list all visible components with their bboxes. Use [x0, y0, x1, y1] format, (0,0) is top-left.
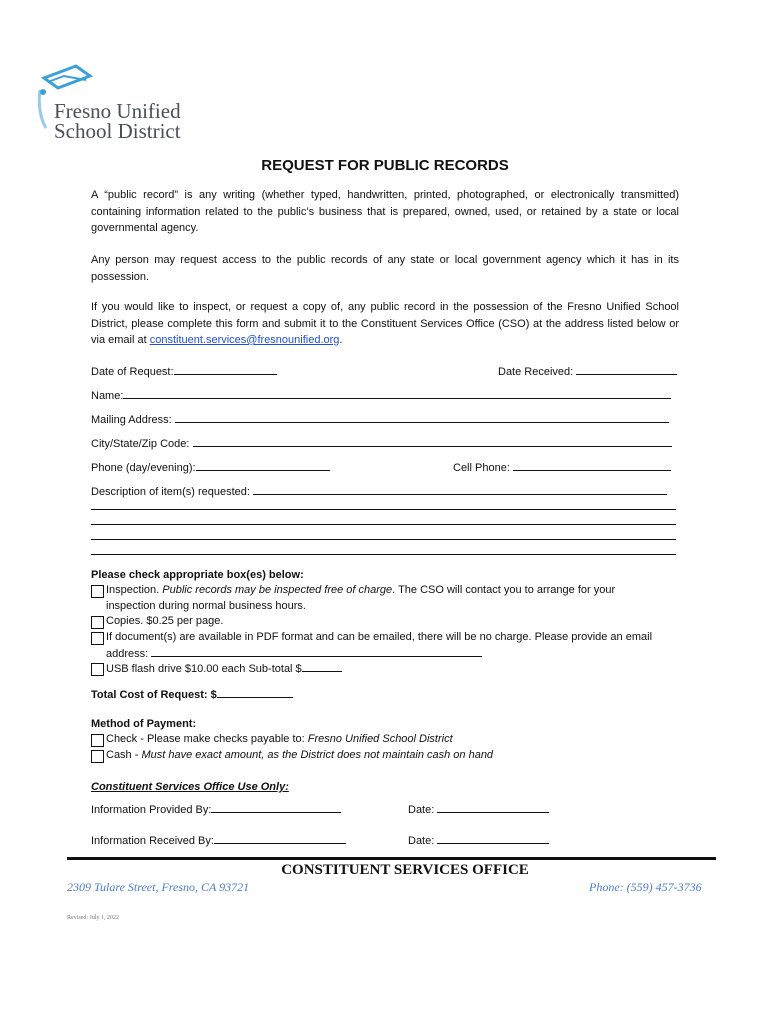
check-payment-checkbox[interactable]: [91, 734, 104, 747]
copies-label: Copies. $0.25 per page.: [106, 615, 224, 627]
cell-phone-field[interactable]: [453, 459, 671, 475]
city-state-zip-field[interactable]: [91, 435, 672, 451]
total-cost-label: Total Cost of Request: $: [91, 689, 217, 701]
pdf-address-label: address:: [106, 648, 149, 660]
usb-label: USB flash drive $10.00 each Sub-total $: [106, 663, 302, 675]
usb-checkbox[interactable]: [91, 663, 104, 676]
city-state-zip-line[interactable]: [193, 435, 672, 447]
description-line-5[interactable]: [91, 554, 676, 555]
received-by-field[interactable]: [91, 832, 346, 848]
cash-payment-label-a: Cash -: [106, 749, 142, 761]
provided-by-field[interactable]: [91, 801, 341, 817]
provided-date-field[interactable]: [408, 801, 549, 817]
footer-address: 2309 Tulare Street, Fresno, CA 93721: [67, 880, 250, 894]
inspection-label: [106, 582, 615, 598]
usb-subtotal-line[interactable]: [302, 660, 342, 672]
description-line-4[interactable]: [91, 539, 676, 540]
check-payment-label: [106, 731, 453, 747]
footer-phone: Phone: (559) 457-3736: [589, 880, 702, 894]
mailing-address-line[interactable]: [175, 411, 669, 423]
received-by-line[interactable]: [214, 832, 346, 844]
date-of-request-line[interactable]: [174, 363, 277, 375]
mailing-address-label: Mailing Address:: [91, 414, 172, 426]
inspection-label-c: . The CSO will contact you to arrange for your: [392, 584, 616, 596]
usb-field[interactable]: [106, 660, 342, 677]
inspection-checkbox[interactable]: [91, 585, 104, 598]
pdf-address-line[interactable]: [151, 645, 482, 657]
name-field[interactable]: [91, 387, 671, 403]
check-payment-label-a: Check - Please make checks payable to:: [106, 733, 308, 745]
cell-phone-label: Cell Phone:: [453, 462, 510, 474]
name-line[interactable]: [123, 387, 671, 399]
date-received-label: Date Received:: [498, 366, 574, 378]
intro-paragraph-1: A “public record” is any writing (whether typed, handwritten, printed, photographed, or electronically transmitted) containing information related to the public’s business that is prepared, owned, used, or retained by a state or local governmental agency.: [91, 189, 679, 234]
description-field[interactable]: [91, 483, 667, 499]
phone-field[interactable]: [91, 459, 330, 475]
cash-payment-label: [106, 747, 493, 763]
inspection-label-a: Inspection.: [106, 584, 163, 596]
intro-paragraph-3-text: If you would like to inspect, or request a copy of, any public record in the possession of the Fresno Unified School District, please complete this form and submit it to the Constituent Services Office (CSO) at the address listed below or via email at: [91, 301, 679, 346]
description-line-2[interactable]: [91, 509, 676, 510]
total-cost-line[interactable]: [217, 686, 293, 698]
cell-phone-line[interactable]: [513, 459, 671, 471]
inspection-label-line2: inspection during normal business hours.: [106, 600, 306, 612]
mailing-address-field[interactable]: [91, 411, 669, 427]
intro-paragraph-3: [91, 299, 679, 349]
intro-paragraph-2: Any person may request access to the public records of any state or local government agency which it has in its possession.: [91, 254, 679, 283]
district-logo: [34, 64, 204, 144]
phone-label: Phone (day/evening):: [91, 462, 196, 474]
provided-by-label: Information Provided By:: [91, 804, 212, 816]
description-line-3[interactable]: [91, 524, 676, 525]
provided-date-line[interactable]: [437, 801, 549, 813]
provided-by-line[interactable]: [211, 801, 341, 813]
inspection-label-b: Public records may be inspected free of charge: [162, 584, 393, 596]
description-label: Description of item(s) requested:: [91, 486, 250, 498]
cash-payment-checkbox[interactable]: [91, 750, 104, 763]
pdf-checkbox[interactable]: [91, 632, 104, 645]
copies-checkbox[interactable]: [91, 616, 104, 629]
revised-date: Revised: July 1, 2022: [67, 915, 119, 921]
received-by-label: Information Received By:: [91, 835, 214, 847]
footer-office-name: CONSTITUENT SERVICES OFFICE: [281, 862, 529, 878]
payment-heading: Method of Payment:: [91, 718, 197, 730]
checkbox-heading: Please check appropriate box(es) below:: [91, 569, 304, 581]
page-title: REQUEST FOR PUBLIC RECORDS: [261, 157, 509, 174]
logo-text-line1: Fresno Unified: [54, 99, 181, 123]
check-payment-label-b: Fresno Unified School District: [307, 733, 453, 745]
cash-payment-label-b: Must have exact amount, as the District does not maintain cash on hand: [141, 749, 494, 761]
pdf-label: If document(s) are available in PDF format and can be emailed, there will be no charge. Please provide an email: [106, 631, 653, 643]
date-of-request-label: Date of Request:: [91, 366, 174, 378]
date-received-line[interactable]: [576, 363, 677, 375]
office-use-heading: Constituent Services Office Use Only:: [91, 781, 289, 793]
city-state-zip-label: City/State/Zip Code:: [91, 438, 190, 450]
intro-paragraph-3-end: .: [339, 334, 343, 346]
received-date-line[interactable]: [437, 832, 549, 844]
phone-line[interactable]: [196, 459, 330, 471]
name-label: Name:: [91, 390, 124, 402]
logo-text-line2: School District: [54, 119, 181, 143]
received-date-field[interactable]: [408, 832, 549, 848]
description-line-1[interactable]: [253, 483, 667, 495]
received-date-label: Date:: [408, 835, 435, 847]
provided-date-label: Date:: [408, 804, 435, 816]
footer-divider: [67, 857, 716, 860]
date-received-field[interactable]: [498, 363, 677, 379]
email-link[interactable]: constituent.services@fresnounified.org: [149, 334, 340, 346]
date-of-request-field[interactable]: [91, 363, 277, 379]
total-cost-field[interactable]: [91, 686, 293, 702]
